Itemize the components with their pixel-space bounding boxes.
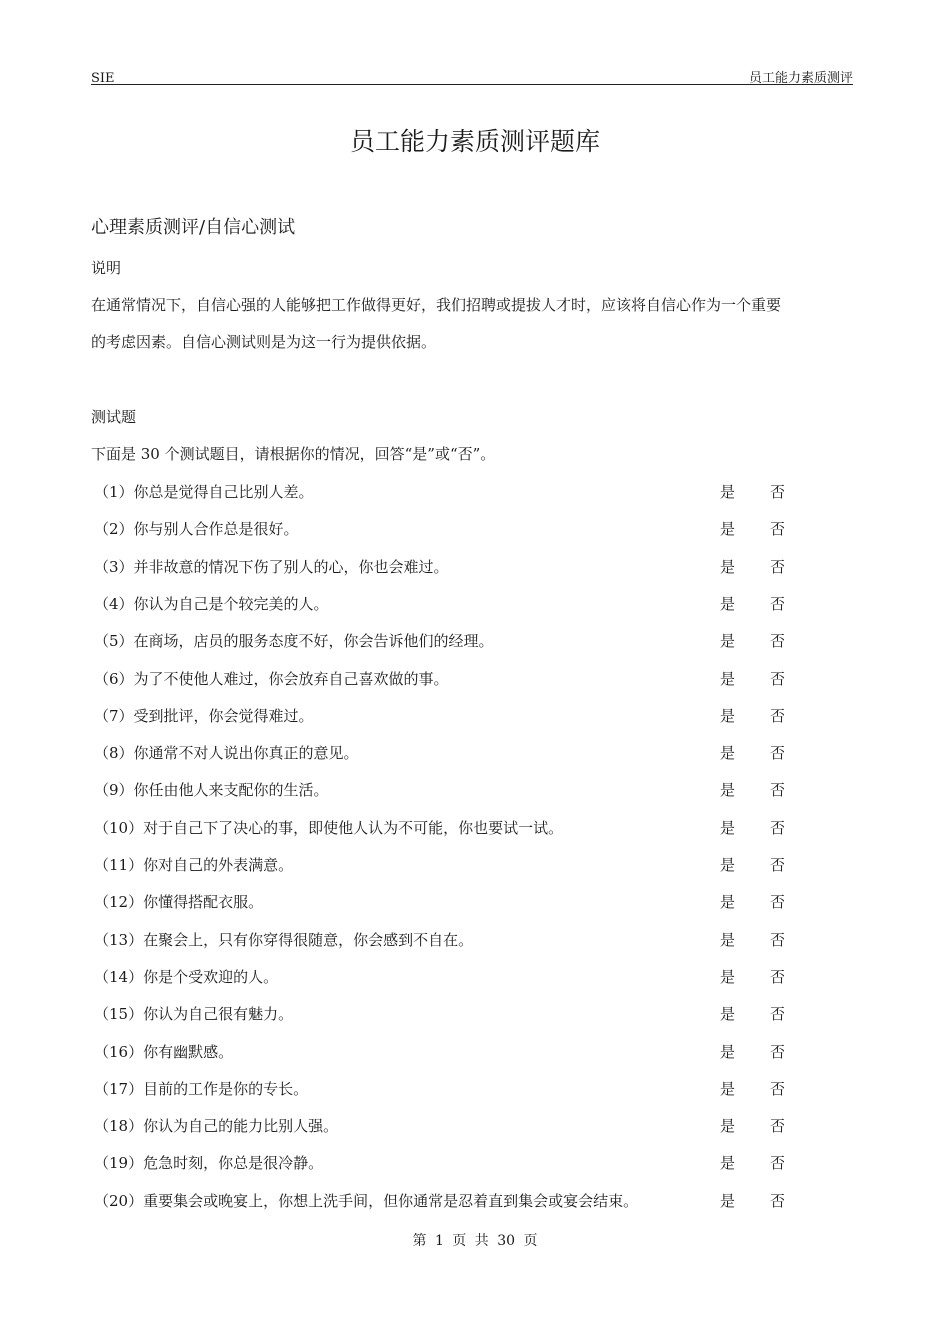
question-row xyxy=(94,480,854,504)
answer-no-option[interactable]: 否 xyxy=(770,1005,786,1024)
answer-yes-option[interactable]: 是 xyxy=(720,1117,736,1136)
section-title: 心理素质测评/自信心测试 xyxy=(91,217,296,238)
question-row xyxy=(94,704,854,728)
answer-yes-option[interactable]: 是 xyxy=(720,594,736,613)
answer-no-option[interactable]: 否 xyxy=(770,893,786,912)
answer-no-option[interactable]: 否 xyxy=(770,1154,786,1173)
question-row xyxy=(94,890,854,914)
answer-yes-option[interactable]: 是 xyxy=(720,967,736,986)
question-row xyxy=(94,1189,854,1213)
question-row xyxy=(94,592,854,616)
answer-yes-option[interactable]: 是 xyxy=(720,483,736,501)
answer-no-option[interactable]: 否 xyxy=(770,1042,786,1061)
question-text: （16）你有幽默感。 xyxy=(94,1042,234,1061)
answer-yes-option[interactable]: 是 xyxy=(720,1191,736,1210)
answer-no-option[interactable]: 否 xyxy=(770,781,786,800)
answer-yes-option[interactable]: 是 xyxy=(720,893,736,912)
question-text: （10）对于自己下了决心的事，即使他人认为不可能，你也要试一试。 xyxy=(94,818,564,837)
question-text: （2）你与别人合作总是很好。 xyxy=(94,520,299,539)
answer-yes-option[interactable]: 是 xyxy=(720,520,736,539)
answer-yes-option[interactable]: 是 xyxy=(720,781,736,800)
question-row xyxy=(94,928,854,952)
question-row xyxy=(94,517,854,541)
intro-text-line-1: 在通常情况下，自信心强的人能够把工作做得更好，我们招聘或提拔人才时，应该将自信心作为一个重要 xyxy=(91,296,782,314)
answer-no-option[interactable]: 否 xyxy=(770,967,786,986)
question-row xyxy=(94,816,854,840)
answer-no-option[interactable]: 否 xyxy=(770,557,786,576)
answer-no-option[interactable]: 否 xyxy=(770,520,786,539)
intro-text-line-2: 的考虑因素。自信心测试则是为这一行为提供依据。 xyxy=(91,333,437,351)
header-left: SIE xyxy=(91,71,115,86)
question-row xyxy=(94,853,854,877)
answer-yes-option[interactable]: 是 xyxy=(720,557,736,576)
question-row xyxy=(94,1077,854,1101)
answer-no-option[interactable]: 否 xyxy=(770,706,786,725)
header-right: 员工能力素质测评 xyxy=(748,71,853,86)
question-row xyxy=(94,629,854,653)
answer-yes-option[interactable]: 是 xyxy=(720,1005,736,1024)
answer-no-option[interactable]: 否 xyxy=(770,594,786,613)
question-text: （7）受到批评，你会觉得难过。 xyxy=(94,706,314,725)
answer-no-option[interactable]: 否 xyxy=(770,669,786,688)
instructions: 下面是 30 个测试题目，请根据你的情况，回答“是”或“否”。 xyxy=(91,445,496,463)
question-text: （8）你通常不对人说出你真正的意见。 xyxy=(94,744,359,763)
answer-yes-option[interactable]: 是 xyxy=(720,1154,736,1173)
answer-no-option[interactable]: 否 xyxy=(770,1117,786,1136)
header-rule xyxy=(91,84,853,85)
answer-no-option[interactable]: 否 xyxy=(770,1079,786,1098)
answer-yes-option[interactable]: 是 xyxy=(720,744,736,763)
answer-yes-option[interactable]: 是 xyxy=(720,1079,736,1098)
question-row xyxy=(94,1002,854,1026)
question-text: （19）危急时刻，你总是很冷静。 xyxy=(94,1154,324,1173)
question-text: （20）重要集会或晚宴上，你想上洗手间，但你通常是忍着直到集会或宴会结束。 xyxy=(94,1191,639,1210)
question-row xyxy=(94,1040,854,1064)
page-footer: 第 1 页 共 30 页 xyxy=(412,1233,538,1249)
question-row xyxy=(94,778,854,802)
question-text: （12）你懂得搭配衣服。 xyxy=(94,893,264,912)
question-text: （6）为了不使他人难过，你会放弃自己喜欢做的事。 xyxy=(94,669,449,688)
question-text: （18）你认为自己的能力比别人强。 xyxy=(94,1117,339,1136)
answer-yes-option[interactable]: 是 xyxy=(720,632,736,651)
question-row xyxy=(94,667,854,691)
intro-label: 说明 xyxy=(91,259,122,277)
answer-yes-option[interactable]: 是 xyxy=(720,856,736,874)
question-text: （13）在聚会上，只有你穿得很随意，你会感到不自在。 xyxy=(94,930,474,949)
question-row xyxy=(94,555,854,579)
answer-no-option[interactable]: 否 xyxy=(770,856,786,874)
question-text: （14）你是个受欢迎的人。 xyxy=(94,967,279,986)
answer-no-option[interactable]: 否 xyxy=(770,483,786,501)
answer-yes-option[interactable]: 是 xyxy=(720,706,736,725)
question-text: （17）目前的工作是你的专长。 xyxy=(94,1079,309,1098)
answer-no-option[interactable]: 否 xyxy=(770,1191,786,1210)
answer-yes-option[interactable]: 是 xyxy=(720,930,736,949)
question-row xyxy=(94,1114,854,1138)
answer-yes-option[interactable]: 是 xyxy=(720,669,736,688)
question-text: （11）你对自己的外表满意。 xyxy=(94,856,294,874)
document-title: 员工能力素质测评题库 xyxy=(349,127,600,156)
answer-no-option[interactable]: 否 xyxy=(770,632,786,651)
answer-no-option[interactable]: 否 xyxy=(770,744,786,763)
test-label: 测试题 xyxy=(91,408,137,426)
answer-no-option[interactable]: 否 xyxy=(770,930,786,949)
question-text: （9）你任由他人来支配你的生活。 xyxy=(94,781,329,800)
question-text: （15）你认为自己很有魅力。 xyxy=(94,1005,294,1024)
answer-yes-option[interactable]: 是 xyxy=(720,818,736,837)
answer-yes-option[interactable]: 是 xyxy=(720,1042,736,1061)
question-text: （1）你总是觉得自己比别人差。 xyxy=(94,483,314,501)
answer-no-option[interactable]: 否 xyxy=(770,818,786,837)
question-text: （3）并非故意的情况下伤了别人的心，你也会难过。 xyxy=(94,557,449,576)
question-text: （4）你认为自己是个较完美的人。 xyxy=(94,594,329,613)
question-row xyxy=(94,741,854,765)
question-text: （5）在商场，店员的服务态度不好，你会告诉他们的经理。 xyxy=(94,632,494,651)
question-row xyxy=(94,965,854,989)
question-row xyxy=(94,1151,854,1175)
